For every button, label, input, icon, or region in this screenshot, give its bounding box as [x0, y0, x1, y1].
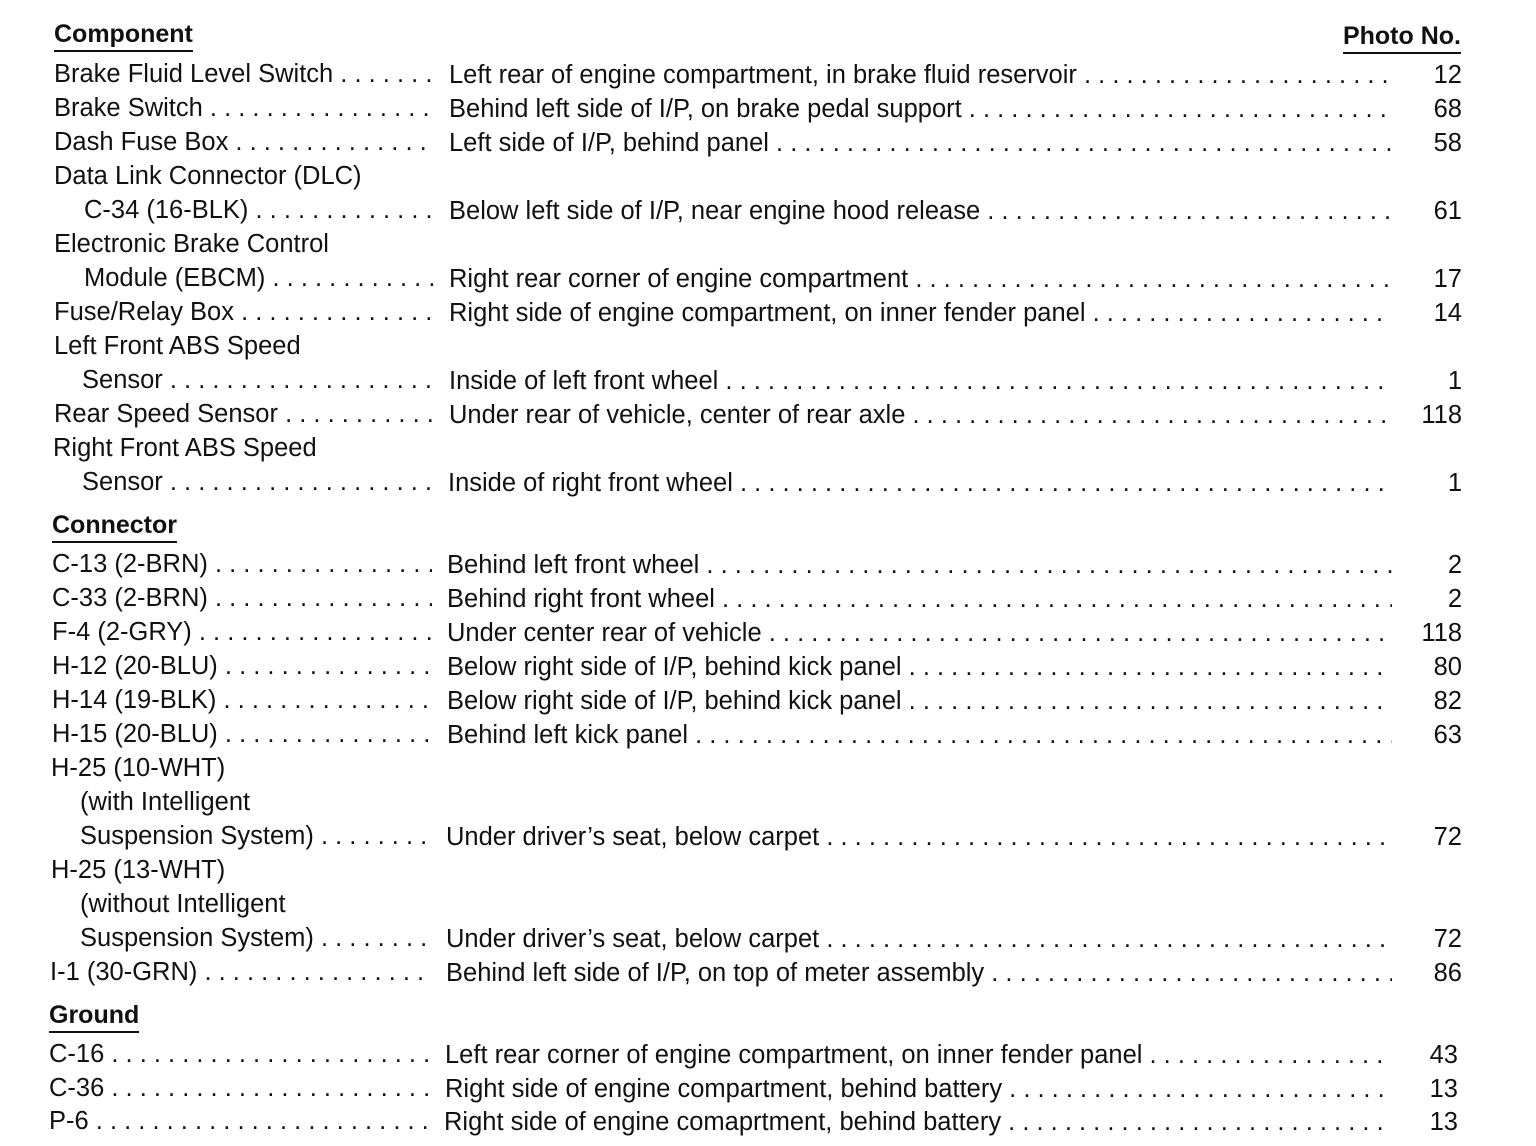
connector-name: H-14 (19-BLK) . . . — [52, 685, 432, 715]
connector-location: Below right side of I/P, behind kick panel . . . — [447, 686, 1427, 716]
photo-number: 68 — [1392, 94, 1462, 124]
component-location: Right rear corner of engine compartment . . . — [449, 264, 1429, 294]
photo-number: 72 — [1392, 924, 1462, 954]
ground-heading: Ground — [49, 1001, 139, 1033]
photo-number: 1 — [1392, 468, 1462, 498]
component-name: Brake Switch . . . — [54, 93, 434, 123]
ground-location: Right side of engine comaprtment, behind battery . . . — [444, 1107, 1424, 1137]
connector-name: C-33 (2-BRN) . . . — [52, 583, 432, 613]
photo-number: 43 — [1388, 1040, 1458, 1070]
component-name: Rear Speed Sensor . . . — [54, 399, 434, 429]
connector-name-line: (with Intelligent — [80, 788, 251, 816]
connector-name-line: (without Intelligent — [80, 890, 286, 918]
component-location: Under rear of vehicle, center of rear axle . . . — [449, 400, 1429, 430]
component-name: Fuse/Relay Box . . . — [54, 297, 434, 327]
ground-location: Right side of engine compartment, behind battery . . . — [445, 1074, 1425, 1104]
photo-number: 13 — [1388, 1074, 1458, 1104]
photo-number: 86 — [1392, 958, 1462, 988]
connector-name-line: H-25 (13-WHT) — [51, 856, 226, 884]
photo-number: 58 — [1392, 128, 1462, 158]
photo-number-heading: Photo No. — [1343, 22, 1461, 54]
component-location: Inside of right front wheel . . . — [448, 468, 1428, 498]
ground-name: C-16 . . . — [49, 1039, 429, 1069]
photo-number: 12 — [1392, 60, 1462, 90]
component-name: Module (EBCM) . . . — [84, 263, 434, 293]
photo-number: 13 — [1388, 1107, 1458, 1137]
connector-name: F-4 (2-GRY) . . . — [52, 617, 432, 647]
connector-location: Behind left side of I/P, on top of meter assembly . . . — [446, 958, 1426, 988]
component-location: Right side of engine compartment, on inner fender panel . . . — [449, 298, 1429, 328]
photo-number: 61 — [1392, 196, 1462, 226]
photo-number: 14 — [1392, 298, 1462, 328]
photo-number: 80 — [1392, 652, 1462, 682]
connector-name: I-1 (30-GRN) . . . — [50, 957, 430, 987]
photo-number: 2 — [1392, 550, 1462, 580]
connector-heading: Connector — [52, 511, 177, 543]
connector-location: Behind left front wheel . . . — [447, 550, 1427, 580]
connector-location: Under driver’s seat, below carpet . . . — [446, 822, 1426, 852]
photo-number: 72 — [1392, 822, 1462, 852]
ground-name: P-6 . . . — [49, 1106, 429, 1136]
component-location: Below left side of I/P, near engine hood release . . . — [449, 196, 1429, 226]
photo-number: 63 — [1392, 720, 1462, 750]
component-name-line: Electronic Brake Control — [54, 230, 329, 258]
component-name: Brake Fluid Level Switch . . . — [54, 59, 434, 89]
component-name-line: Right Front ABS Speed — [53, 434, 317, 462]
connector-location: Under center rear of vehicle . . . — [447, 618, 1427, 648]
component-name: C-34 (16-BLK) . . . — [84, 195, 434, 225]
connector-name: Suspension System) . . . — [80, 923, 434, 953]
photo-number: 1 — [1392, 366, 1462, 396]
connector-location: Below right side of I/P, behind kick panel . . . — [447, 652, 1427, 682]
photo-number: 17 — [1392, 264, 1462, 294]
component-name-line: Left Front ABS Speed — [54, 332, 301, 360]
photo-number: 118 — [1392, 400, 1462, 430]
connector-location: Behind left kick panel . . . — [447, 720, 1427, 750]
connector-name: H-15 (20-BLU) . . . — [52, 719, 432, 749]
photo-number: 2 — [1392, 584, 1462, 614]
component-location: Left rear of engine compartment, in brake fluid reservoir . . . — [449, 60, 1429, 90]
component-name: Sensor . . . — [82, 467, 434, 497]
photo-number: 118 — [1392, 618, 1462, 648]
connector-name: H-12 (20-BLU) . . . — [52, 651, 432, 681]
connector-location: Under driver’s seat, below carpet . . . — [446, 924, 1426, 954]
connector-name: C-13 (2-BRN) . . . — [52, 549, 432, 579]
component-location: Behind left side of I/P, on brake pedal support . . . — [449, 94, 1429, 124]
component-location: Inside of left front wheel . . . — [449, 366, 1429, 396]
photo-number: 82 — [1392, 686, 1462, 716]
component-location: Left side of I/P, behind panel . . . — [449, 128, 1429, 158]
component-name: Sensor . . . — [82, 365, 434, 395]
connector-location: Behind right front wheel . . . — [447, 584, 1427, 614]
component-heading: Component — [54, 20, 193, 52]
ground-location: Left rear corner of engine compartment, on inner fender panel . . . — [445, 1040, 1425, 1070]
ground-name: C-36 . . . — [49, 1073, 429, 1103]
component-name-line: Data Link Connector (DLC) — [54, 162, 362, 190]
component-name: Dash Fuse Box . . . — [54, 127, 434, 157]
connector-name-line: H-25 (10-WHT) — [51, 754, 226, 782]
connector-name: Suspension System) . . . — [80, 821, 434, 851]
